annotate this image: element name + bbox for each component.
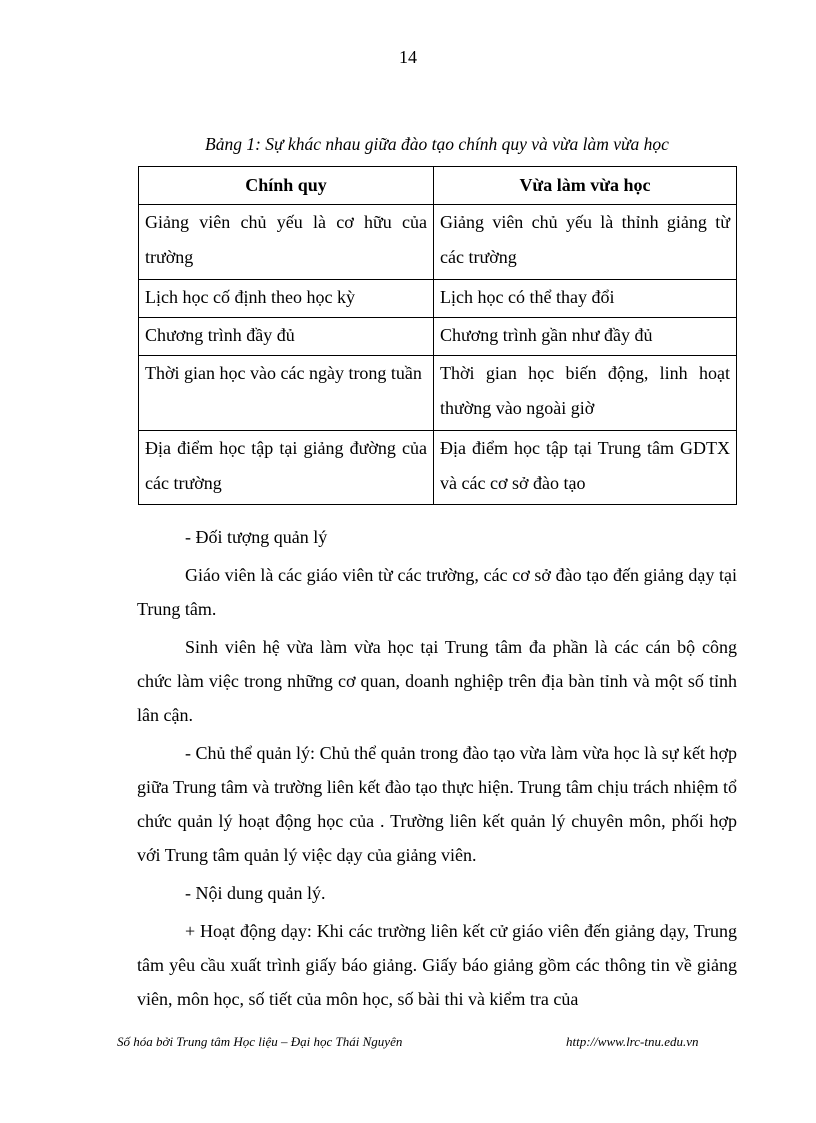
paragraph-management-body: - Chủ thể quản lý: Chủ thể quản trong đào tạo vừa làm vừa học là sự kết hợp giữa Trung tâm và trường liên kết đào tạo thực hiện. Trung tâm chịu trách nhiệm tổ chức quản lý hoạt động học của . Trường liên kết quản lý chuyên môn, phối hợp với Trung tâm quản lý việc dạy của giảng viên. bbox=[137, 743, 737, 865]
table-caption: Bảng 1: Sự khác nhau giữa đào tạo chính quy và vừa làm vừa học bbox=[205, 134, 669, 154]
table-cell: Chương trình gần như đầy đủ bbox=[434, 318, 737, 356]
body-text bbox=[137, 520, 737, 1016]
table-cell: Địa điểm học tập tại Trung tâm GDTX và các cơ sở đào tạo bbox=[434, 431, 737, 505]
comparison-table bbox=[138, 166, 737, 505]
table-cell: Chương trình đầy đủ bbox=[139, 318, 434, 356]
paragraph-teaching-activity: + Hoạt động dạy: Khi các trường liên kết cử giáo viên đến giảng dạy, Trung tâm yêu cầu xuất trình giấy báo giảng. Giấy báo giảng gồm các thông tin về giảng viên, môn học, số tiết của môn học, số bài thi và kiểm tra của bbox=[137, 921, 737, 1009]
page-number: 14 bbox=[399, 47, 417, 67]
paragraph-subject-heading: - Đối tượng quản lý bbox=[185, 527, 328, 547]
paragraph-content-heading: - Nội dung quản lý. bbox=[185, 883, 326, 903]
table-row bbox=[139, 205, 737, 280]
footer-url: http://www.lrc-tnu.edu.vn bbox=[566, 1034, 699, 1049]
table-cell: Giảng viên chủ yếu là thỉnh giảng từ các trường bbox=[434, 205, 737, 280]
table-cell: Lịch học có thể thay đổi bbox=[434, 280, 737, 318]
table-cell: Lịch học cố định theo học kỳ bbox=[139, 280, 434, 318]
table-cell: Thời gian học vào các ngày trong tuần bbox=[139, 356, 434, 431]
table-cell: Giảng viên chủ yếu là cơ hữu của trường bbox=[139, 205, 434, 280]
footer-credit: Số hóa bởi Trung tâm Học liệu – Đại học Thái Nguyên bbox=[117, 1034, 403, 1049]
header-regular: Chính quy bbox=[139, 167, 434, 205]
table-row bbox=[139, 431, 737, 505]
table-row bbox=[139, 356, 737, 431]
header-work-study: Vừa làm vừa học bbox=[434, 167, 737, 205]
table-cell: Địa điểm học tập tại giảng đường của các trường bbox=[139, 431, 434, 505]
paragraph-teachers: Giáo viên là các giáo viên từ các trường, các cơ sở đào tạo đến giảng dạy tại Trung tâm. bbox=[137, 565, 737, 619]
table-row bbox=[139, 280, 737, 318]
paragraph-students: Sinh viên hệ vừa làm vừa học tại Trung tâm đa phần là các cán bộ công chức làm việc trong những cơ quan, doanh nghiệp trên địa bàn tỉnh và một số tỉnh lân cận. bbox=[137, 637, 737, 725]
table-header-row bbox=[139, 167, 737, 205]
table-row bbox=[139, 318, 737, 356]
table-cell: Thời gian học biến động, linh hoạt thường vào ngoài giờ bbox=[434, 356, 737, 431]
